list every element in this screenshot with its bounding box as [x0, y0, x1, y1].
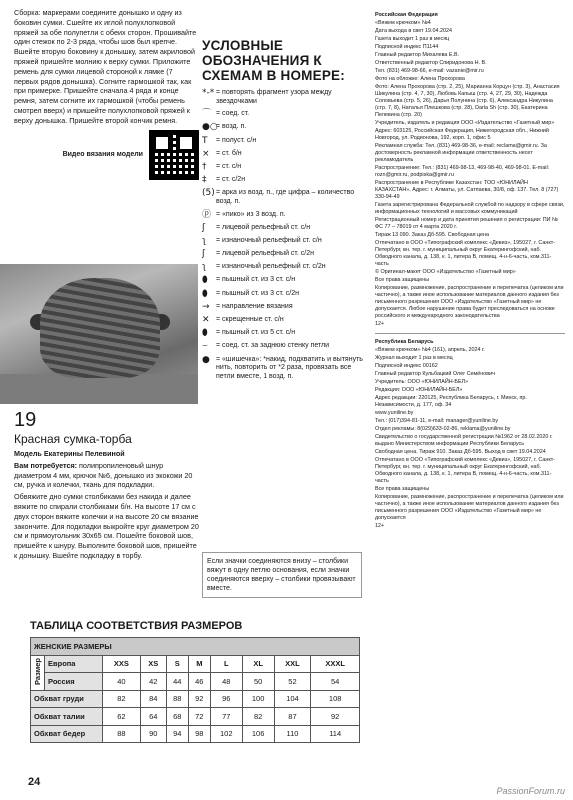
imprint-line: Тираж 13 090. Заказ Дб-595. Свободная цена — [375, 232, 490, 238]
model-description — [14, 449, 199, 563]
size-label-cell: Размер — [31, 655, 45, 690]
imprint-line: Тел. (831) 469-98-66, e-mail: vazanie@mir.ru — [375, 68, 484, 74]
legend-text: = ст. с/2н — [216, 176, 246, 184]
legend-item — [202, 276, 368, 285]
measure-cell: 68 — [166, 708, 188, 726]
russia-size-cell: 50 — [242, 673, 274, 691]
imprint-line: Учредитель: ООО «ЮНИЛАЙН-БЕЛ» — [375, 379, 469, 385]
imprint-line: Регистрационный номер и дата принятия решения о регистрации: ПИ № ФС 77 – 78019 от 4 марта 2020 г. — [375, 217, 558, 230]
imprint-line: Подписной индекс 00162 — [375, 363, 438, 369]
imprint-line: Рекламная служба: Тел. (831) 469-98-36, e-mail: reclama@gmir.ru. За достоверность рекламной информации ответственность несет рекламодатель — [375, 143, 547, 163]
measure-label: Обхват бедер — [31, 725, 103, 743]
model-author: Модель Екатерины Пелевиной — [14, 449, 125, 458]
legend-text: = соед. ст. — [216, 110, 250, 118]
legend-symbol-icon: ⌣ — [202, 341, 208, 352]
legend-symbol-icon: × — [202, 148, 210, 159]
legend-symbol-icon: ⬮ — [202, 288, 208, 299]
imprint-line: Распространение в Республике Казахстан: ТОО «ЮНИЛАЙН КАЗАХСТАН». Адрес: г. Алматы, ул. Сатпаева, 30/8, оф. 137. Тел. 8 (727) 330-94-49 — [375, 180, 559, 200]
imprint-line: Республика Беларусь — [375, 339, 434, 345]
imprint-line: Тел.: (017)394-81-11, e-mail: manager@yunilinе.by — [375, 418, 499, 424]
measure-label: Обхват груди — [31, 690, 103, 708]
assembly-text: Сборка: маркерами соедините донышко и одну из боковин сумки. Сшейте их иглой полухлопковой пряжей за обе полупетли с обеих сторон. Прошивайте один стежок по 2-3 ряда, чтобы шов был крепче. Вшейте вторую боковину к донышку, затем акриловой пряжей пришейте молнию к верху сумки. Приложите ремень для сумки лицевой стороной к лямке (7 первых рядов донышка). Согните гармошкой так, как при примерке. Пришейте сначала 4 ряда и конце ремня, затем согните их гармошкой (чтобы ремень смотрел вверх) и пришейте полухлопковой пряжей к верху донышка. Пришейте второй кончик ремня. — [14, 8, 197, 125]
measure-cell: 62 — [103, 708, 141, 726]
measure-cell: 110 — [274, 725, 311, 743]
imprint-line: Учредитель, издатель и редакция ООО «Издательство «Газетный мир» — [375, 120, 555, 126]
europe-label: Европа — [45, 655, 103, 673]
measure-cell: 94 — [166, 725, 188, 743]
legend-text: = арка из возд. п., где цифра – количество возд. п. — [216, 189, 355, 205]
russia-size-cell: 54 — [311, 673, 360, 691]
legend-symbol-icon: → — [202, 301, 210, 312]
legend-title: УСЛОВНЫЕ ОБОЗНАЧЕНИЯ К СХЕМАМ В НОМЕРЕ: — [202, 38, 345, 83]
imprint-line: Распространение: Тел.: (831) 469-98-13, 469-98-40, 469-98-01. E-mail: rozn@gmir.ru, podpiska@gmir.ru — [375, 165, 550, 178]
measure-cell: 96 — [210, 690, 242, 708]
imprint-line: 12+ — [375, 523, 385, 529]
europe-size-cell: XXL — [274, 655, 311, 673]
legend-item — [202, 163, 368, 172]
measure-cell: 102 — [210, 725, 242, 743]
table-row — [31, 690, 360, 708]
legend-text: = пышный ст. из 3 ст. с/2н — [216, 289, 299, 297]
watermark: PassionForum.ru — [496, 786, 565, 796]
model-instructions: Обвяжите дно сумки столбиками без накида и далее вяжите по спирали столбиками б/н. На высоте 17 см с двух сторон вяжите колечки и на высоте 20 см вязание закончите. Для подкладки выкройте круг диаметром 20 см и прямоугольник 30х65 см. Пошейте боковой шов, пришейте к шнуру. Выполните боковой шов, пришейте к донышку. Вшейте подкладку в торбу. — [14, 492, 199, 560]
europe-size-cell: L — [210, 655, 242, 673]
imprint-line: Подписной индекс П1144 — [375, 44, 439, 50]
imprint-line: Отпечатано в ООО «Типографский комплекс «Девиз», 195027, г. Санкт-Петербург, вн. тер. г. муниципальный округ Екатерингофский, наб. Обводного канала, д. 138, к. 1, литера В, помещ. 4-н-6-часть, ком.311-часть — [375, 457, 556, 484]
legend-text: = изнаночный рельефный ст. с/2н — [216, 263, 326, 271]
imprint-line: Российская Федерация — [375, 12, 438, 18]
legend-item — [202, 189, 368, 206]
imprint-line: www.yunilinе.by — [375, 410, 414, 416]
legend-item — [202, 342, 368, 351]
legend-text: = полуст. с/н — [216, 136, 257, 144]
imprint-line: Свидетельство о государственной регистрации №1962 от 28.02.2020 г. выдано Министерством информации Республики Беларусь — [375, 434, 553, 447]
size-table-title: ТАБЛИЦА СООТВЕТСТВИЯ РАЗМЕРОВ — [30, 620, 243, 632]
legend-item — [202, 316, 368, 325]
imprint-line: Фото: Алена Прохорова (стр. 2, 25), Марианна Корцун (стр. 3), Анастасия Шикулина (стр. 4, 7, 30), Любовь Капыш (стр. 4, 27, 29, 30), Надежда Соловьева (стр. 5, 26), Дарья Полунина (стр. 6), Александра Никулина (стр. 7, 8), Наталья Плешкова (стр. 28), Darla Sh (стр. 30), Екатерина Пелевина (стр. 20) — [375, 84, 560, 118]
imprint-column — [375, 8, 565, 531]
legend-item — [202, 150, 368, 159]
europe-size-cell: M — [188, 655, 210, 673]
measure-cell: 104 — [274, 690, 311, 708]
legend-text: = направление вязания — [216, 302, 293, 310]
size-table — [30, 637, 360, 743]
qr-code-icon[interactable] — [149, 130, 199, 180]
legend-symbol-icon: ● — [202, 354, 210, 365]
measure-cell: 64 — [140, 708, 166, 726]
legend-symbol-icon: ʅ — [202, 262, 207, 273]
model-number: 19 — [14, 409, 37, 431]
europe-size-cell: XL — [242, 655, 274, 673]
europe-size-cell: S — [166, 655, 188, 673]
imprint-line: Дата выхода в свет 19.04.2024 — [375, 28, 452, 34]
imprint-line: Отдел рекламы: 8(029)633-02-86, reklama@yunilinе.by — [375, 426, 511, 432]
legend-symbol-icon: ‡ — [202, 175, 207, 186]
imprint-line: Редакция: ООО «ЮНИЛАЙН-БЕЛ» — [375, 387, 463, 393]
legend-symbol-icon: ʅ — [202, 235, 207, 246]
measure-cell: 87 — [274, 708, 311, 726]
europe-size-cell: XXS — [103, 655, 141, 673]
legend-text: = повторять фрагмент узора между звездочками — [216, 89, 332, 105]
imprint-line: Журнал выходит 1 раз в месяц — [375, 355, 453, 361]
legend-symbol-icon: ⬮ — [202, 328, 208, 339]
legend-item — [202, 329, 368, 338]
russia-size-cell: 52 — [274, 673, 311, 691]
imprint-line: «Вяжем крючком» №4 (161), апрель, 2024 г. — [375, 347, 485, 353]
legend-item — [202, 237, 368, 246]
measure-label: Обхват талии — [31, 708, 103, 726]
legend-item — [202, 176, 368, 185]
table-row — [31, 725, 360, 743]
imprint-line: Копирование, размножение, распространение и перепечатка (целиком или частично), а также иное использование материалов данного издания без письменного разрешения ООО «Издательство «Газетный мир» не допускается — [375, 494, 564, 521]
legend-item — [202, 224, 368, 233]
russia-size-cell: 40 — [103, 673, 141, 691]
russia-size-cell: 44 — [166, 673, 188, 691]
model-materials: Вам потребуется: полипропиленовый шнур диаметром 4 мм, крючок №6, донышко из экокожи 20 см, ручка и колечки, ткань для подкладки. — [14, 460, 193, 490]
legend-symbol-icon: *-* — [202, 88, 215, 98]
russia-label: Россия — [45, 673, 103, 691]
imprint-line: Адрес: 603125, Российская Федерация, Нижегородская обл., Нижний Новгород, ул. Родионова, 192, корп. 1, офис 5 — [375, 128, 549, 141]
video-qr-row — [14, 130, 199, 180]
measure-cell: 106 — [242, 725, 274, 743]
measure-cell: 77 — [210, 708, 242, 726]
imprint-line: Копирование, размножение, распространение и перепечатка (целиком или частично), а также иное использование материалов данного издания без письменного разрешения ООО «Издательство «Газетный мир» не допускается. Любое нарушение права будет преследоваться на основе российского и международного законодательства — [375, 285, 564, 319]
imprint-line: Все права защищены — [375, 277, 430, 283]
measure-cell: 92 — [311, 708, 360, 726]
video-label: Видео вязания модели — [62, 151, 143, 159]
legend-symbol-icon: ●○ — [202, 122, 218, 133]
imprint-line: «Вяжем крючком» №4 — [375, 20, 431, 26]
imprint-line: Главный редактор Кульбацкий Олег Семёнович — [375, 371, 495, 377]
size-table-header: ЖЕНСКИЕ РАЗМЕРЫ — [31, 638, 360, 656]
legend-symbol-icon: (5) — [202, 188, 215, 199]
europe-size-cell: XS — [140, 655, 166, 673]
symbols-legend — [202, 38, 368, 385]
legend-item — [202, 137, 368, 146]
imprint-line: Главный редактор Михалева Е.В. — [375, 52, 460, 58]
legend-text: = соед. ст. за заднюю стенку петли — [216, 342, 330, 350]
legend-symbol-icon: ✕ — [202, 315, 210, 325]
legend-text: = ст. б/н — [216, 149, 242, 157]
legend-item — [202, 89, 368, 106]
legend-symbol-icon: ʃ — [202, 249, 206, 260]
imprint-line: © Оригинал-макет ООО «Издательство «Газетный мир» — [375, 269, 516, 275]
legend-text: = пышный ст. из 5 ст. с/н — [216, 329, 296, 337]
imprint-line: Фото на обложке: Алена Прохорова — [375, 76, 465, 82]
measure-cell: 98 — [188, 725, 210, 743]
legend-item — [202, 356, 368, 382]
bag-photo — [0, 264, 198, 404]
measure-cell: 90 — [140, 725, 166, 743]
legend-item — [202, 290, 368, 299]
imprint-line: Газета выходит 1 раз в месяц — [375, 36, 450, 42]
measure-cell: 92 — [188, 690, 210, 708]
model-title: Красная сумка-торба — [14, 432, 132, 446]
legend-symbol-icon: ⬮ — [202, 275, 208, 286]
legend-symbol-icon: ⌒ — [202, 109, 212, 120]
measure-cell: 84 — [140, 690, 166, 708]
legend-symbol-icon: ⓟ — [202, 209, 212, 220]
russia-size-cell: 48 — [210, 673, 242, 691]
legend-item — [202, 123, 368, 132]
imprint-line: Все права защищены — [375, 486, 430, 492]
imprint-line: 12+ — [375, 321, 385, 327]
legend-symbol-icon: ʃ — [202, 222, 206, 233]
measure-cell: 88 — [103, 725, 141, 743]
imprint-line: Адрес редакции: 220125, Республика Беларусь, г. Минск, пр. Независимости, д. 177, оф. 34 — [375, 395, 527, 408]
imprint-line: Газета зарегистрирована Федеральной службой по надзору в сфере связи, информационных технологий и массовых коммуникаций — [375, 202, 565, 215]
legend-item — [202, 250, 368, 259]
legend-text: = возд. п. — [216, 123, 247, 131]
legend-note: Если значки соединяются внизу – столбики вяжут в одну петлю основания, если значки соединяются вверху – столбики провязывают вместе. — [202, 552, 362, 598]
measure-cell: 72 — [188, 708, 210, 726]
legend-item — [202, 110, 368, 119]
measure-cell: 100 — [242, 690, 274, 708]
imprint-line: Отпечатано в ООО «Типографский комплекс «Девиз», 195027, г. Санкт-Петербург, вн. тер. г. муниципальный округ Екатерингофский, наб. Обводного канала, д. 138, к. 1, литера В, помещ. 4-н-6-часть, ком.311-часть — [375, 240, 556, 267]
russia-size-cell: 42 — [140, 673, 166, 691]
measure-cell: 82 — [242, 708, 274, 726]
legend-item — [202, 303, 368, 312]
legend-text: = «шишечка»: *накид, подхватить и вытянуть нить, повторить от *2 раза, провязать все петли вместе, 1 возд. п. — [216, 355, 363, 380]
legend-text: = скрещенные ст. с/н — [216, 316, 284, 323]
imprint-line: Ответственный редактор Спиридонова Н. В. — [375, 60, 487, 66]
imprint-line: Свободная цена. Тираж 910. Заказ Дб-595. Выход в свет 19.04.2024 — [375, 449, 546, 455]
measure-cell: 114 — [311, 725, 360, 743]
left-column — [14, 8, 199, 180]
measure-cell: 108 — [311, 690, 360, 708]
legend-text: = ст. с/н — [216, 162, 242, 170]
russia-size-cell: 46 — [188, 673, 210, 691]
legend-text: = «пико» из 3 возд. п. — [216, 210, 286, 218]
table-row — [31, 708, 360, 726]
measure-cell: 82 — [103, 690, 141, 708]
legend-symbol-icon: Т — [202, 135, 208, 146]
legend-text: = пышный ст. из 3 ст. с/н — [216, 276, 296, 284]
legend-item — [202, 263, 368, 272]
europe-size-cell: XXXL — [311, 655, 360, 673]
legend-symbol-icon: † — [202, 161, 207, 172]
legend-item — [202, 211, 368, 220]
legend-text: = лицевой рельефный ст. с/н — [216, 223, 311, 231]
legend-text: = лицевой рельефный ст. с/2н — [216, 250, 314, 258]
page-number: 24 — [28, 776, 41, 788]
measure-cell: 88 — [166, 690, 188, 708]
legend-text: = изнаночный рельефный ст. с/н — [216, 236, 322, 244]
